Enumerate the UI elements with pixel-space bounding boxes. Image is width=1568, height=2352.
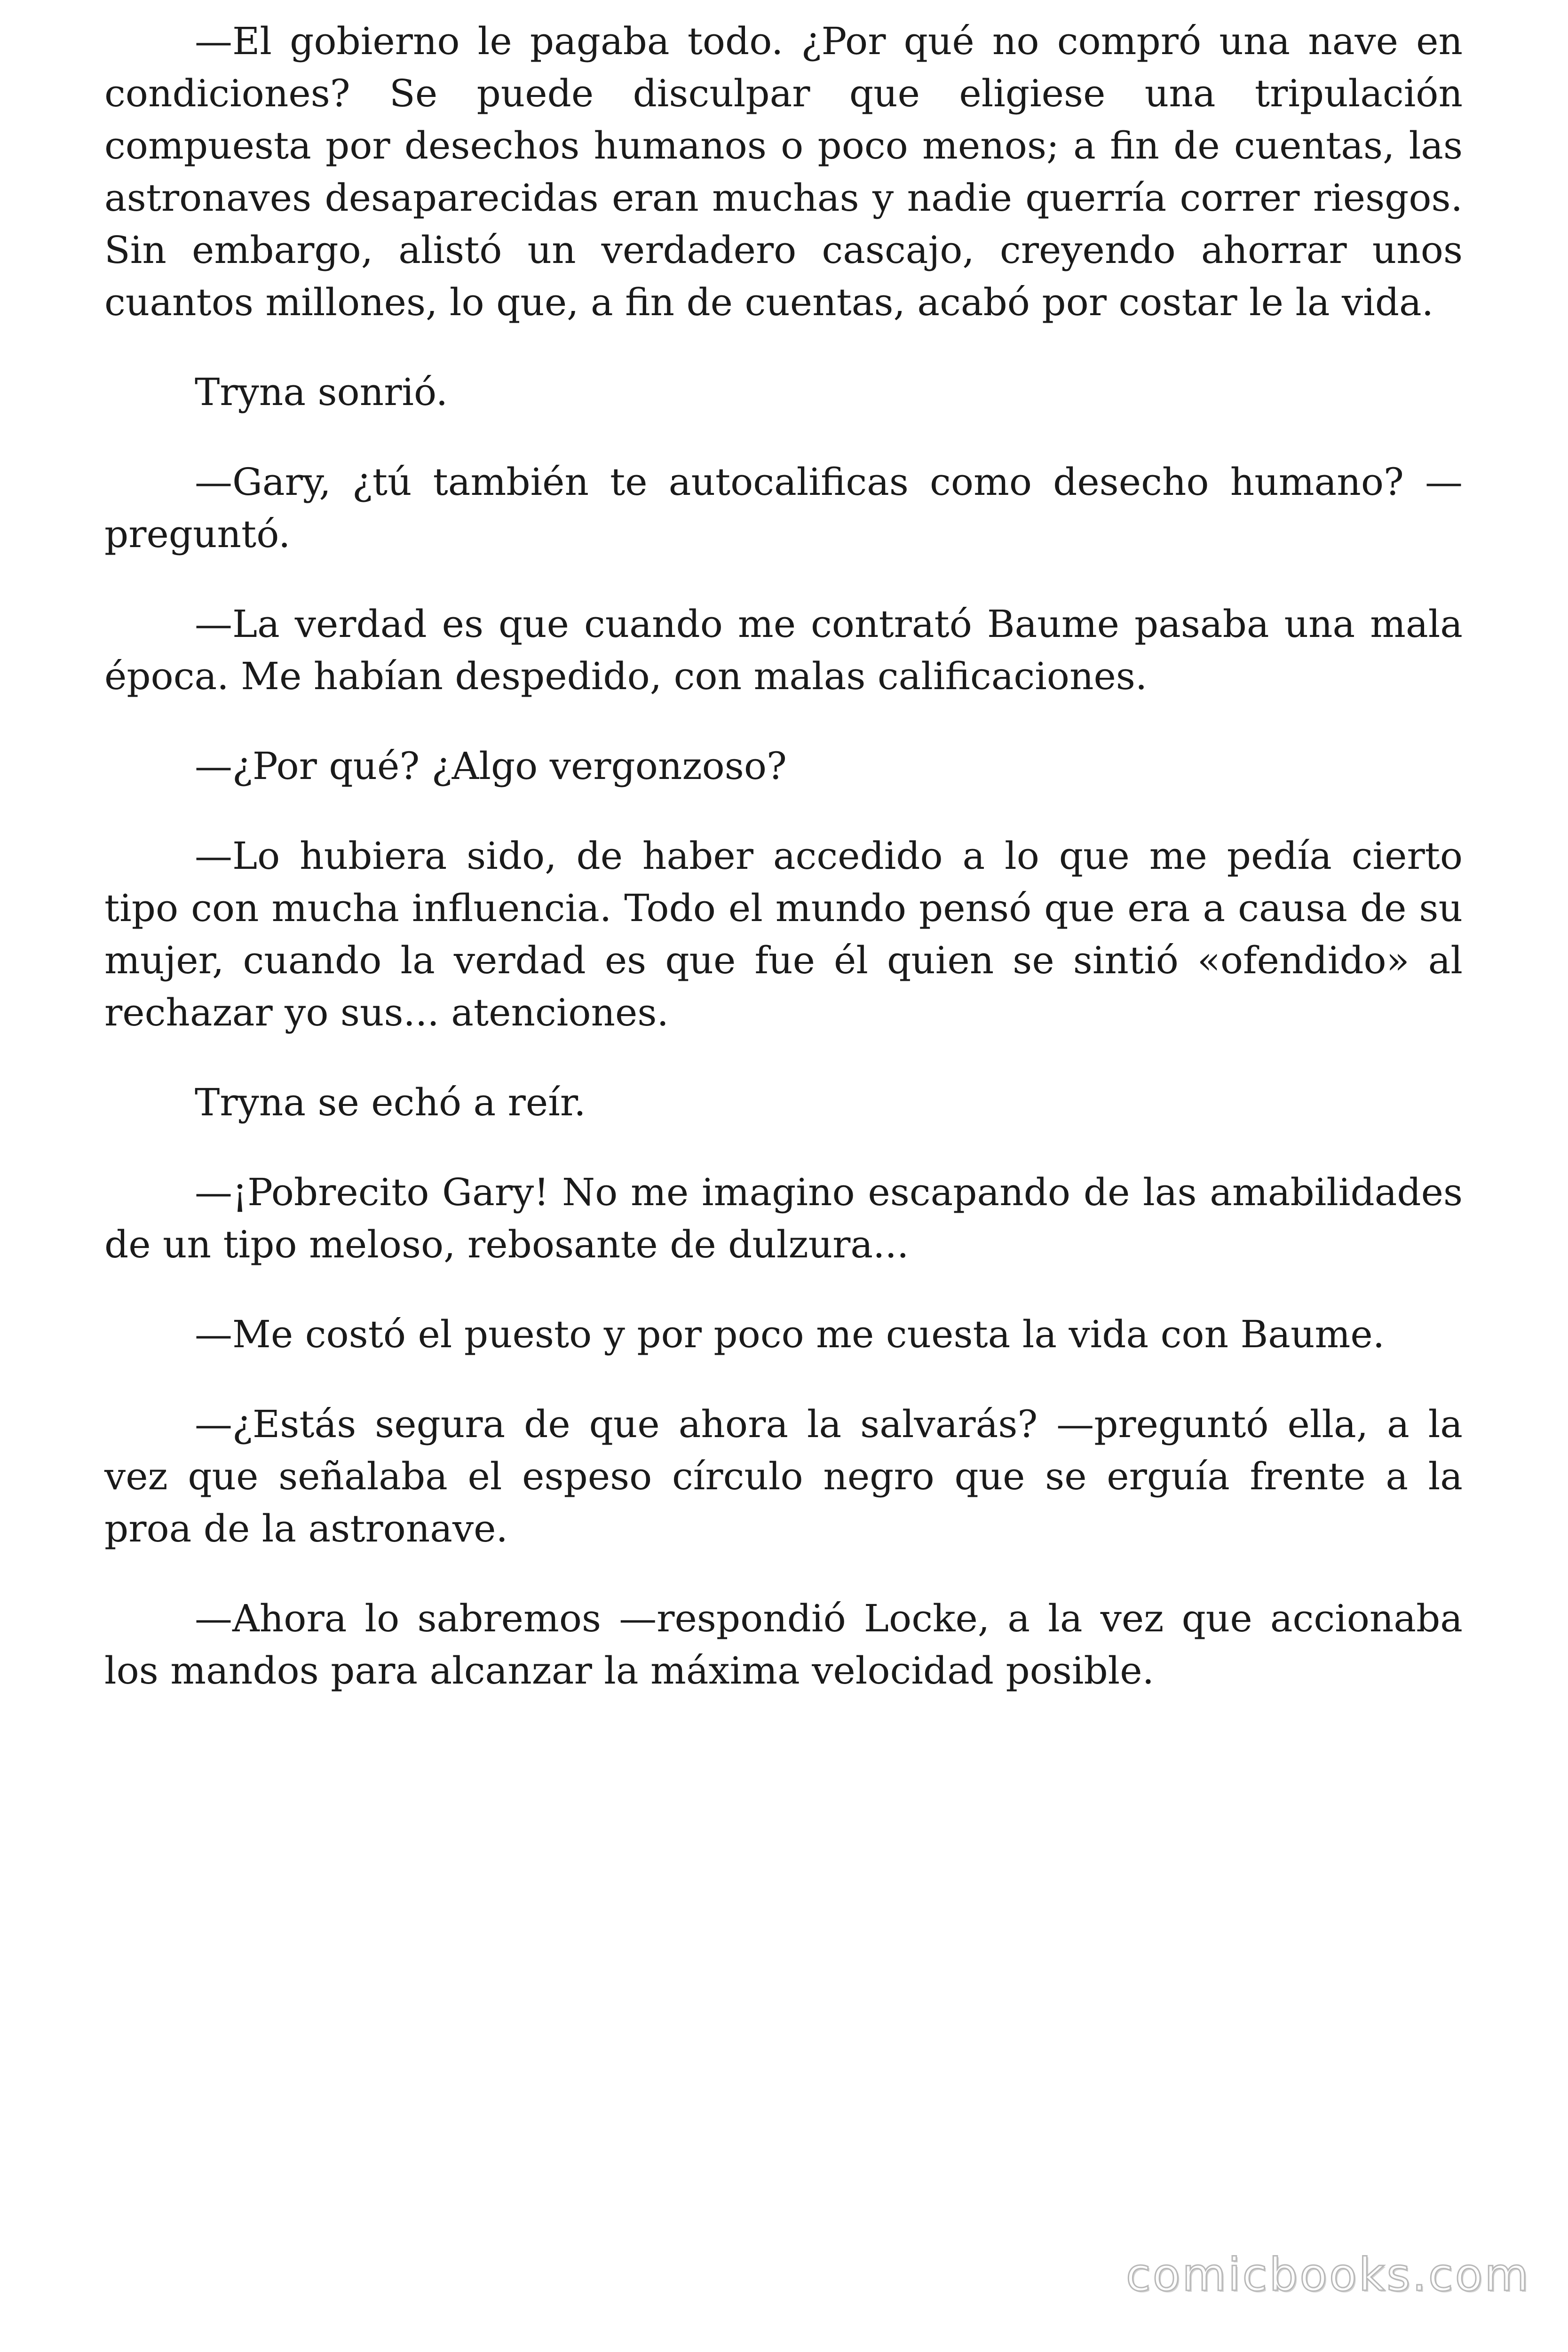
paragraph-6: —Lo hubiera sido, de haber accedido a lo que me pedía cierto tipo con mucha influencia. Todo el mundo pensó que era a causa de su mujer, cuando la verdad es que fue él quien se sintió «ofendido» al rechazar yo sus... atenciones. [104,834,1463,1034]
paragraph-11: —Ahora lo sabremos —respondió Locke, a la vez que accionaba los mandos para alcanzar la máxima velocidad posible. [104,1597,1463,1692]
paragraph-3: —Gary, ¿tú también te autocalificas como desecho humano? —preguntó. [104,460,1463,556]
paragraph-9: —Me costó el puesto y por poco me cuesta la vida con Baume. [195,1312,1385,1356]
paragraph-4: —La verdad es que cuando me contrató Baume pasaba una mala época. Me habían despedido, con malas calificaciones. [104,602,1463,698]
paragraph-1: —El gobierno le pagaba todo. ¿Por qué no compró una nave en condiciones? Se puede disculpar que eligiese una tripulación compuesta por desechos humanos o poco menos; a fin de cuentas, las astronaves desaparecidas eran muchas y nadie querría correr riesgos. Sin embargo, alistó un verdadero cascajo, creyendo ahorrar unos cuantos millones, lo que, a fin de cuentas, acabó por costar le la vida. [104,19,1463,324]
paragraph-2: Tryna sonrió. [195,370,448,414]
paragraph-5: —¿Por qué? ¿Algo vergonzoso? [195,744,787,788]
paragraph-10: —¿Estás segura de que ahora la salvarás? —preguntó ella, a la vez que señalaba el espeso círculo negro que se erguía frente a la proa de la astronave. [104,1402,1463,1550]
paragraph-8: —¡Pobrecito Gary! No me imagino escapando de las amabilidades de un tipo meloso, rebosante de dulzura... [104,1170,1463,1266]
watermark-logo: comicbooks.com [1125,2249,1530,2301]
body-text [104,15,1463,1734]
paragraph-7: Tryna se echó a reír. [195,1081,586,1124]
